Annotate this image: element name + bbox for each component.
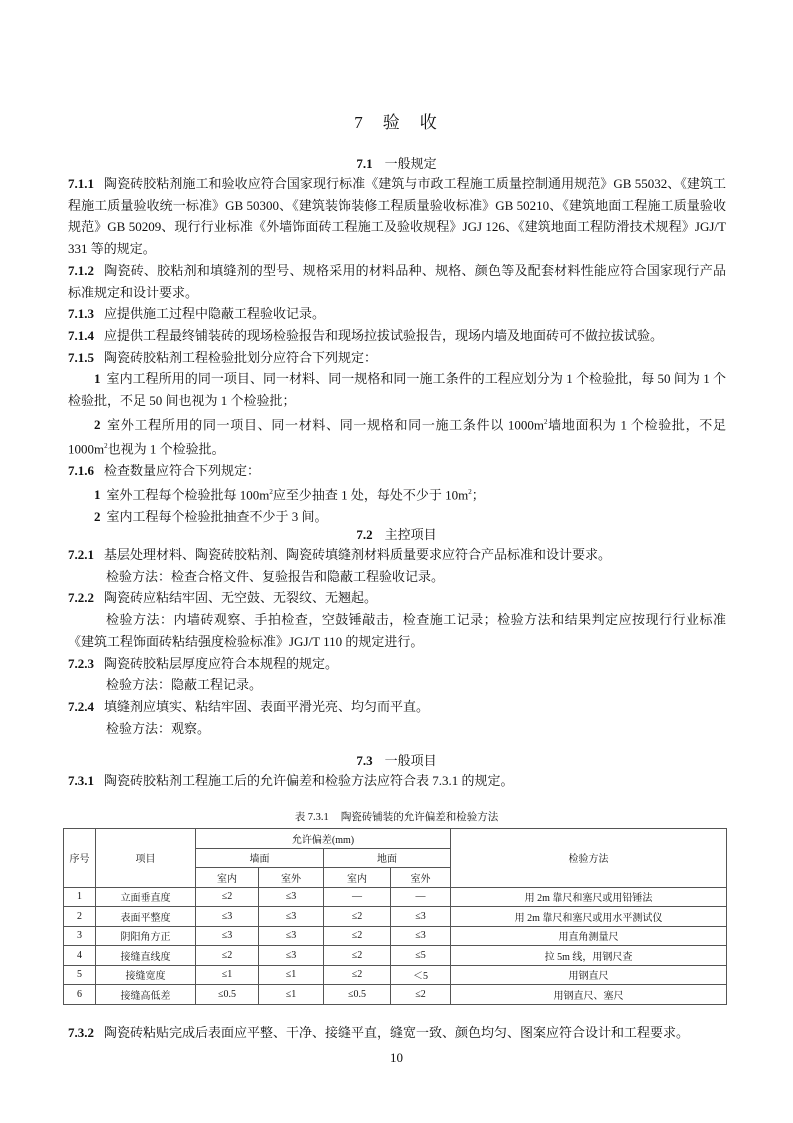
- table-cell: ≤5: [391, 946, 451, 966]
- table-cell: 用钢直尺: [451, 965, 727, 985]
- clause-text: 填缝剂应填实、粘结牢固、表面平滑光亮、均匀而平直。: [104, 698, 430, 714]
- tolerance-table: [63, 828, 727, 1005]
- page-number: 10: [390, 1050, 403, 1065]
- item-text: 也视为 1 个检验批。: [107, 441, 225, 457]
- clause-number: 7.3.2: [68, 1025, 94, 1040]
- clause-text: 陶瓷砖胶粘剂工程施工后的允许偏差和检验方法应符合表 7.3.1 的规定。: [104, 773, 514, 788]
- table-cell: ≤3: [259, 926, 324, 946]
- clause-text: 陶瓷砖胶粘层厚度应符合本规程的规定。: [104, 655, 339, 671]
- clause-number: 7.1.5: [68, 349, 94, 365]
- superscript: 2: [269, 487, 273, 496]
- table-cell: —: [391, 887, 451, 907]
- list-item: [68, 482, 726, 506]
- clause-number: 7.1.1: [68, 176, 94, 191]
- clause-text: 基层处理材料、陶瓷砖胶粘剂、陶瓷砖填缝剂材料质量要求应符合产品标准和设计要求。: [104, 547, 612, 562]
- header-method: 检验方法: [451, 829, 727, 888]
- header-item: 项目: [96, 829, 196, 888]
- clause-7-1-4: [68, 325, 726, 347]
- section-title: 一般规定: [384, 156, 437, 171]
- table-title: 陶瓷砖铺装的允许偏差和检验方法: [340, 812, 499, 823]
- inspection-method: 检验方法：内墙砖观察、手拍检查，空鼓锤敲击，检查施工记录；检验方法和结果判定应按现行行业标准《建筑工程饰面砖粘结强度检验标准》JGJ/T 110 的规定进行。: [68, 612, 726, 649]
- clause-number: 7.2.2: [68, 590, 94, 606]
- inspection-method: 检验方法：观察。: [106, 720, 211, 736]
- item-text: 墙地面积为 1 个检验批，不足 1000m: [68, 417, 726, 457]
- table-cell: 6: [64, 985, 96, 1005]
- table-cell: ≤3: [259, 907, 324, 927]
- table-row: [64, 887, 727, 907]
- clause-7-2-3: [68, 653, 726, 675]
- header-deviation: 允许偏差(mm): [196, 829, 451, 849]
- table-row: [64, 946, 727, 966]
- table-cell: 立面垂直度: [96, 887, 196, 907]
- table-row: [64, 965, 727, 985]
- clause-number: 7.1.4: [68, 327, 94, 343]
- header-no: 序号: [64, 829, 96, 888]
- table-cell: ≤2: [324, 926, 391, 946]
- clause-number: 7.2.3: [68, 655, 94, 671]
- clause-number: 7.1.6: [68, 462, 94, 478]
- table-cell: ≤3: [196, 926, 259, 946]
- header-wall: 墙面: [196, 848, 324, 868]
- section-7-2: [68, 544, 726, 739]
- table-row: [64, 985, 727, 1005]
- table-cell: 表面平整度: [96, 907, 196, 927]
- section-heading-7-1: [0, 153, 793, 172]
- clause-text: 陶瓷砖、胶粘剂和填缝剂的型号、规格采用的材料品种、规格、颜色等及配套材料性能应符合国家现行产品标准规定和设计要求。: [68, 262, 726, 300]
- table-cell: 用 2m 靠尺和塞尺或用铅锤法: [451, 887, 727, 907]
- table-cell: 接缝高低差: [96, 985, 196, 1005]
- section-title: 一般项目: [384, 753, 437, 768]
- table-cell: ≤2: [196, 887, 259, 907]
- item-text: 室内工程所用的同一项目、同一材料、同一规格和同一施工条件的工程应划分为 1 个检验批，每 50 间为 1 个检验批，不足 50 间也视为 1 个检验批；: [68, 371, 726, 409]
- header-outdoor: 室外: [391, 868, 451, 888]
- superscript: 2: [543, 417, 548, 426]
- clause-7-3-1: [68, 770, 726, 792]
- table-cell: 阴阳角方正: [96, 926, 196, 946]
- table-cell: ≤0.5: [196, 985, 259, 1005]
- header-floor: 地面: [324, 848, 451, 868]
- clause-7-1-1: [68, 173, 726, 260]
- table-cell: 2: [64, 907, 96, 927]
- table-cell: 用钢直尺、塞尺: [451, 985, 727, 1005]
- table-cell: ≤3: [196, 907, 259, 927]
- superscript: 2: [468, 487, 472, 496]
- table-cell: ≤3: [259, 887, 324, 907]
- clause-7-1-6: [68, 460, 726, 482]
- table-cell: ≤2: [196, 946, 259, 966]
- clause-number: 7.2.1: [68, 547, 94, 562]
- header-outdoor: 室外: [259, 868, 324, 888]
- item-text: 室内工程每个检验批抽查不少于 3 间。: [106, 508, 328, 524]
- clause-text: 陶瓷砖胶粘剂施工和验收应符合国家现行标准《建筑与市政工程施工质量控制通用规范》GB 55032、《建筑工程施工质量验收统一标准》GB 50300、《建筑装饰装修工程质量验收标准》GB 50210、《建筑地面工程施工质量验收规范》GB 50209、现行行业标准《外墙饰面砖工程施工及验收规程》JGJ 126、《建筑地面工程防滑技术规程》JGJ/T 331 等的规定。: [68, 176, 726, 257]
- clause-number: 7.1.2: [68, 262, 94, 278]
- clause-7-1-2: [68, 260, 726, 303]
- clause-7-2-4: [68, 696, 726, 718]
- item-text: ；: [471, 486, 485, 502]
- table-cell: ≤3: [259, 946, 324, 966]
- section-number: 7.1: [356, 156, 373, 171]
- table-cell: 1: [64, 887, 96, 907]
- clause-7-1-5: [68, 347, 726, 369]
- table-cell: ≤1: [196, 965, 259, 985]
- clause-text: 陶瓷砖应粘结牢固、无空鼓、无裂纹、无翘起。: [104, 590, 378, 606]
- inspection-method: 检验方法：检查合格文件、复验报告和隐蔽工程验收记录。: [106, 568, 445, 584]
- table-cell: ≤3: [391, 926, 451, 946]
- clause-7-3-2: [68, 1022, 726, 1044]
- table-cell: ≤2: [324, 965, 391, 985]
- clause-text: 陶瓷砖胶粘剂工程检验批划分应符合下列规定：: [104, 349, 378, 365]
- table-cell: 接缝直线度: [96, 946, 196, 966]
- table-number: 表 7.3.1: [294, 812, 329, 823]
- table-cell: 4: [64, 946, 96, 966]
- clause-number: 7.3.1: [68, 773, 94, 788]
- table-cell: 接缝宽度: [96, 965, 196, 985]
- table-cell: 3: [64, 926, 96, 946]
- item-text: 室外工程每个检验批每 100m: [106, 486, 270, 502]
- clause-number: 7.1.3: [68, 306, 94, 322]
- chapter-number: 7: [354, 113, 365, 132]
- clause-7-2-2: [68, 587, 726, 609]
- section-number: 7.2: [356, 527, 373, 542]
- table-cell: ≤1: [259, 965, 324, 985]
- table-cell: ≤3: [391, 907, 451, 927]
- section-7-1: [68, 173, 726, 527]
- list-item: [68, 412, 726, 460]
- table-cell: ＜5: [391, 965, 451, 985]
- clause-7-2-1: [68, 544, 726, 566]
- list-item: [68, 368, 726, 411]
- table-cell: 拉 5m 线，用钢尺查: [451, 946, 727, 966]
- section-heading-7-3: [0, 750, 793, 769]
- clause-text: 应提供施工过程中隐蔽工程验收记录。: [104, 306, 326, 322]
- clause-text: 陶瓷砖粘贴完成后表面应平整、干净、接缝平直，缝宽一致、颜色均匀、图案应符合设计和工程要求。: [104, 1025, 690, 1040]
- item-text: 应至少抽查 1 处，每处不少于 10m: [272, 486, 469, 502]
- clause-number: 7.2.4: [68, 698, 94, 714]
- table-cell: ≤2: [391, 985, 451, 1005]
- chapter-title: [0, 108, 793, 133]
- item-text: 室外工程所用的同一项目、同一材料、同一规格和同一施工条件以 1000m: [106, 417, 544, 433]
- table-cell: ≤2: [324, 907, 391, 927]
- header-indoor: 室内: [324, 868, 391, 888]
- table-cell: ≤1: [259, 985, 324, 1005]
- item-number: 1: [94, 371, 101, 387]
- table-caption: [0, 809, 793, 824]
- table-cell: —: [324, 887, 391, 907]
- table-cell: 用 2m 靠尺和塞尺或用水平测试仪: [451, 907, 727, 927]
- table-cell: 5: [64, 965, 96, 985]
- item-number: 2: [94, 508, 101, 524]
- header-indoor: 室内: [196, 868, 259, 888]
- clause-text: 应提供工程最终铺装砖的现场检验报告和现场拉拔试验报告，现场内墙及地面砖可不做拉拔试验。: [104, 327, 664, 343]
- item-number: 1: [94, 486, 101, 502]
- superscript: 2: [104, 441, 108, 450]
- inspection-method: 检验方法：隐蔽工程记录。: [106, 677, 263, 693]
- table-cell: 用直角测量尺: [451, 926, 727, 946]
- table-row: [64, 926, 727, 946]
- table-cell: ≤0.5: [324, 985, 391, 1005]
- chapter-title-b: 收: [419, 113, 439, 132]
- section-heading-7-2: [0, 524, 793, 543]
- section-title: 主控项目: [384, 527, 437, 542]
- item-number: 2: [94, 417, 101, 433]
- section-number: 7.3: [356, 753, 373, 768]
- chapter-title-a: 验: [382, 113, 402, 132]
- table-cell: ≤2: [324, 946, 391, 966]
- clause-text: 检查数量应符合下列规定：: [104, 462, 261, 478]
- clause-7-1-3: [68, 303, 726, 325]
- table-row: [64, 907, 727, 927]
